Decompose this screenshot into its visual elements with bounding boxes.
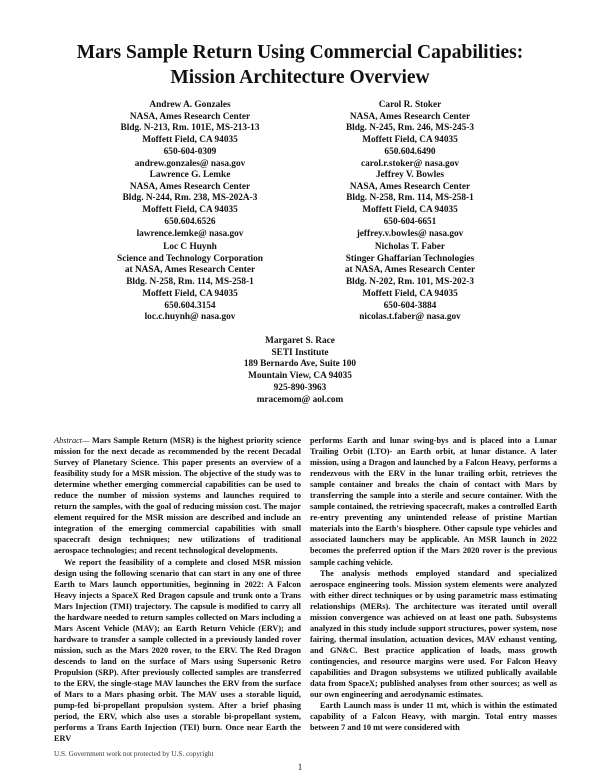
- author-block: [80, 100, 300, 170]
- author-city: Moffett Field, CA 94035: [142, 288, 238, 299]
- author-name: Jeffrey V. Bowles: [376, 170, 444, 180]
- paper-title: [40, 40, 560, 90]
- author-phone: 650.604.6490: [384, 146, 436, 157]
- author-org: Science and Technology Corporation: [117, 253, 263, 264]
- body-paragraph: performs Earth and lunar swing-bys and is placed into a Lunar Trailing Orbit (LTO)- an Earth orbit, at lunar distance. A later mission, using a Dragon and launched by a Falcon Heavy, performs a rendezvous with the ERV in the lunar trailing orbit, retrieves the sample container and breaks the chain of contact with Mars by transferring the sample into a sterile and secure container. With the sample contained, the retrieving spacecraft, makes a controlled Earth re-entry preventing any unintended release of pristine Martian materials into the Earth's biosphere. Other capsule type vehicles and associated launchers may be applicable. An MSR launch in 2022 becomes the preferred option if the Mars 2020 rover is the previous sample caching vehicle.: [310, 436, 557, 567]
- abstract-paragraph: [54, 435, 301, 557]
- author-city: Mountain View, CA 94035: [248, 371, 352, 382]
- author-email[interactable]: carol.r.stoker@ nasa.gov: [361, 158, 459, 169]
- author-name: Nicholas T. Faber: [374, 242, 446, 252]
- abstract-label: Abstract—: [54, 436, 90, 445]
- title-line-1: Mars Sample Return Using Commercial Capabilities:: [76, 42, 524, 63]
- body-paragraph: We report the feasibility of a complete and closed MSR mission design using the following scenario that can start in any one of three Earth to Mars launch opportunities, beginning in 2022: A Falcon Heavy injects a SpaceX Red Dragon capsule and trunk onto a Trans Mars Injection (TMI) trajectory. The capsule is modified to carry all the hardware needed to return samples collected on Mars including a Mars Ascent Vehicle (MAV); an Earth Return Vehicle (ERV); and hardware to transfer a sample collected in a previously landed rover mission, such as the Mars 2020 rover, to the ERV. The Red Dragon descends to land on the surface of Mars using Supersonic Retro Propulsion (SRP). After previously collected samples are transferred to the ERV, the single-stage MAV launches the ERV from the surface of Mars to a Mars phasing orbit. The MAV uses a storable liquid, pump-fed bi-propellant propulsion system. After a brief phasing period, the ERV, which also uses a storable bi-propellant system, performs a Trans Earth Injection (TEI) burn. Once near Earth the ERV: [54, 557, 301, 744]
- author-org-line-2: at NASA, Ames Research Center: [344, 265, 476, 276]
- author-block: [80, 242, 300, 324]
- author-block: [300, 170, 520, 240]
- right-column: [310, 435, 557, 733]
- author-block: [300, 100, 520, 170]
- author-bldg: Bldg. N-213, Rm. 101E, MS-213-13: [120, 123, 260, 134]
- copyright-footnote: U.S. Government work not protected by U.S. copyright: [54, 750, 214, 758]
- author-email[interactable]: mracemom@ aol.com: [256, 394, 344, 405]
- author-email[interactable]: jeffrey.v.bowles@ nasa.gov: [356, 228, 464, 239]
- author-org-line-2: at NASA, Ames Research Center: [124, 265, 256, 276]
- author-org: NASA, Ames Research Center: [129, 111, 251, 122]
- author-phone: 650-604-6651: [383, 216, 437, 227]
- page-number: 1: [297, 762, 303, 772]
- author-phone: 925-890-3963: [273, 382, 327, 393]
- author-name: Andrew A. Gonzales: [149, 100, 231, 110]
- author-bldg: Bldg. N-244, Rm. 238, MS-202A-3: [122, 193, 258, 204]
- left-column: [54, 435, 301, 744]
- author-org: Stinger Ghaffarian Technologies: [345, 253, 475, 264]
- author-bldg: Bldg. N-258, Rm. 114, MS-258-1: [346, 193, 474, 204]
- author-bldg: 189 Bernardo Ave, Suite 100: [243, 359, 357, 370]
- author-phone: 650-604-3884: [383, 300, 437, 311]
- abstract-text: Mars Sample Return (MSR) is the highest priority science mission for the next decade as recommended by the recent Decadal Survey of Planetary Science. This paper presents an overview of a feasibility study for a MSR mission. The objective of the study was to determine whether emerging commercial capabilities can be used to reduce the number of mission systems and launches required to return the samples, with the goal of reducing mission cost. The major element required for the MSR mission are described and include an integration of the emerging commercial capabilities with small spacecraft design techniques; new utilizations of traditional aerospace technologies; and recent technological developments.: [54, 436, 301, 556]
- author-email[interactable]: andrew.gonzales@ nasa.gov: [134, 158, 246, 169]
- body-paragraph: The analysis methods employed standard and specialized aerospace engineering tools. Mission system elements were analyzed with either direct techniques or by using parametric mass estimating relationships (MERs). The architecture was iterated until overall mission convergence was achieved on at least one path. Subsystems analyzed in this study include support structures, power system, nose fairing, thermal insulation, actuation devices, MAV exhaust venting, and GN&C. Best practice application of loads, mass growth contingencies, and resource margins were used. For Falcon Heavy capabilities and Dragon subsystems we utilized publically available data from SpaceX; published analyses from other sources; as well as our own engineering and aerodynamic estimates.: [310, 568, 557, 700]
- author-email[interactable]: nicolas.t.faber@ nasa.gov: [359, 312, 461, 323]
- body-paragraph: Earth Launch mass is under 11 mt, which is within the estimated capability of a Falcon Heavy, with margin. Total entry masses between 7 and 10 mt were considered with: [310, 701, 557, 733]
- author-email[interactable]: lawrence.lemke@ nasa.gov: [136, 228, 244, 239]
- author-org: NASA, Ames Research Center: [129, 181, 251, 192]
- title-line-2: Mission Architecture Overview: [170, 67, 430, 88]
- author-name: Carol R. Stoker: [378, 100, 442, 110]
- author-name: Lawrence G. Lemke: [149, 170, 231, 180]
- author-block: [190, 336, 410, 406]
- author-block: [300, 242, 520, 324]
- author-block: [80, 170, 300, 240]
- author-city: Moffett Field, CA 94035: [362, 288, 458, 299]
- author-org: NASA, Ames Research Center: [349, 181, 471, 192]
- author-phone: 650.604.6526: [164, 216, 216, 227]
- author-phone: 650.604.3154: [164, 300, 216, 311]
- author-email[interactable]: loc.c.huynh@ nasa.gov: [144, 312, 236, 323]
- author-city: Moffett Field, CA 94035: [362, 205, 458, 216]
- author-name: Loc C Huynh: [163, 242, 217, 252]
- author-name: Margaret S. Race: [265, 336, 335, 346]
- author-bldg: Bldg. N-202, Rm. 101, MS-202-3: [345, 277, 475, 288]
- author-phone: 650-604-0309: [163, 146, 217, 157]
- author-org: NASA, Ames Research Center: [349, 111, 471, 122]
- author-city: Moffett Field, CA 94035: [362, 135, 458, 146]
- author-org: SETI Institute: [271, 347, 329, 358]
- author-city: Moffett Field, CA 94035: [142, 205, 238, 216]
- author-city: Moffett Field, CA 94035: [142, 135, 238, 146]
- author-bldg: Bldg. N-245, Rm. 246, MS-245-3: [345, 123, 475, 134]
- author-bldg: Bldg. N-258, Rm. 114, MS-258-1: [126, 277, 254, 288]
